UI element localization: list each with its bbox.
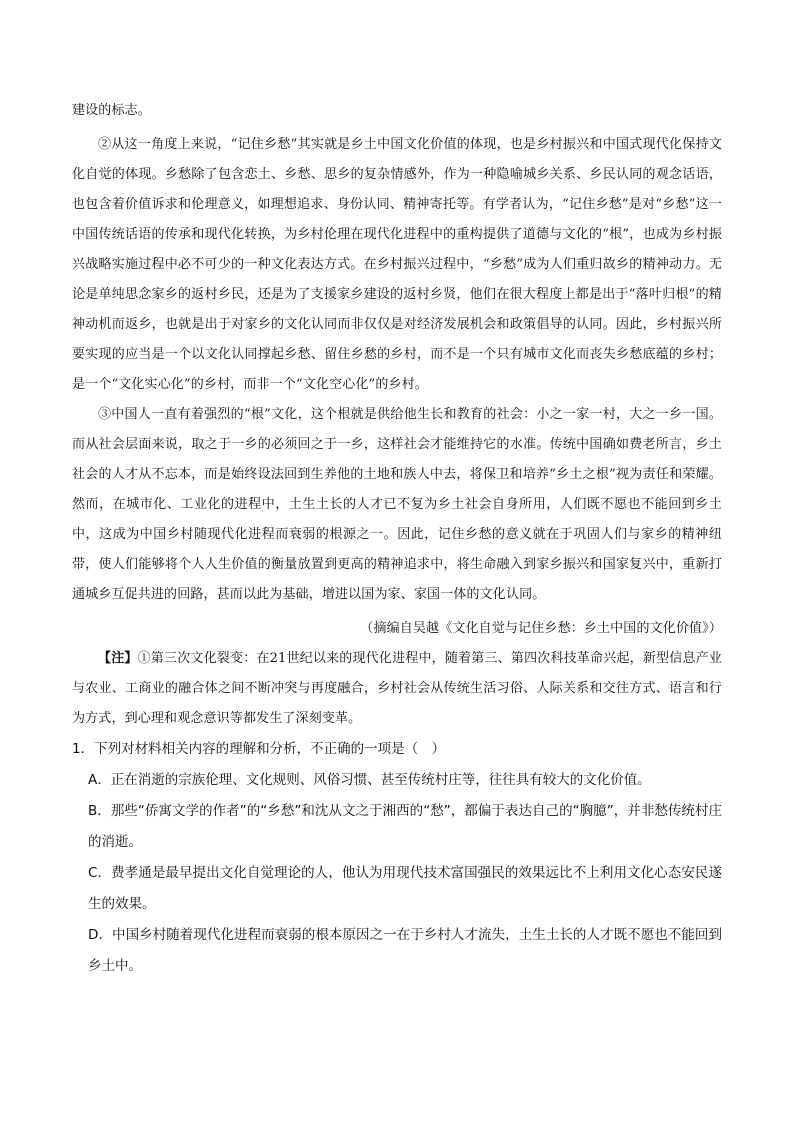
footnote-label: 【注】 — [98, 651, 138, 666]
paragraph-2: ②从这一角度上来说，“记住乡愁”其实就是乡土中国文化价值的体现，也是乡村振兴和中国式现代化保持文化自觉的体现。乡愁除了包含恋土、乡愁、思乡的复杂情感外，作为一种隐喻城乡关系、乡民认同的观念话语，也包含着价值诉求和伦理意义，如理想追求、身份认同、精神寄托等。有学者认为，“记住乡愁”是对“乡愁”这一中国传统话语的传承和现代化转换，为乡村伦理在现代化进程中的重构提供了道德与文化的“根”，也成为乡村振兴战略实施过程中必不可少的一种文化表达方式。在乡村振兴过程中，“乡愁”成为人们重归故乡的精神动力。无论是单纯思念家乡的返村乡民，还是为了支援家乡建设的返村乡贤，他们在很大程度上都是出于“落叶归根”的精神动机而返乡，也就是出于对家乡的文化认同而非仅仅是对经济发展机会和政策倡导的认同。因此，乡村振兴所要实现的应当是一个以文化认同撑起乡愁、留住乡愁的乡村，而不是一个只有城市文化而丧失乡愁底蕴的乡村；是一个“文化实心化”的乡村，而非一个“文化空心化”的乡村。 — [72, 137, 722, 392]
page-content — [72, 96, 722, 982]
continued-text: 建设的标志。 — [72, 103, 151, 118]
option-d: D．中国乡村随着现代化进程而衰弱的根本原因之一在于乡村人才流失，土生土长的人才既不愿也不能回到乡土中。 — [88, 927, 722, 974]
option-a: A．正在消逝的宗族伦理、文化规则、风俗习惯、甚至传统村庄等，往往具有较大的文化价值。 — [88, 772, 651, 788]
option-c: C．费孝通是最早提出文化自觉理论的人，他认为用现代技术富国强民的效果远比不上利用文化心态安民遂生的效果。 — [88, 865, 722, 912]
question-stem: 1．下列对材料相关内容的理解和分析，不正确的一项是（ ） — [72, 741, 446, 757]
footnote — [72, 644, 722, 734]
source-citation: （摘编自吴越《文化自觉与记住乡愁：乡土中国的文化价值》） — [360, 621, 722, 636]
footnote-text: ①第三次文化裂变：在21世纪以来的现代化进程中，随着第三、第四次科技革命兴起，新型信息产业与农业、工商业的融合体之间不断冲突与再度融合，乡村社会从传统生活习俗、人际关系和交往方式、语言和行为方式，到心理和观念意识等都发生了深刻变革。 — [72, 651, 723, 726]
option-b: B．那些“侨寓文学的作者”的“乡愁”和沈从文之于湘西的“愁”，都偏于表达自己的“胸臆”，并非愁传统村庄的消逝。 — [88, 803, 722, 850]
paragraph-3: ③中国人一直有着强烈的“根”文化，这个根就是供给他生长和教育的社会：小之一家一村，大之一乡一国。而从社会层面来说，取之于一乡的必须回之于一乡，这样社会才能维持它的水准。传统中国确如费老所言，乡土社会的人才从不忘本，而是始终设法回到生养他的土地和族人中去，将保卫和培养“乡土之根”视为责任和荣耀。然而，在城市化、工业化的进程中，土生土长的人才已不复为乡土社会自身所用，人们既不愿也不能回到乡土中，这成为中国乡村随现代化进程而衰弱的根源之一。因此，记住乡愁的意义就在于巩固人们与家乡的精神纽带，使人们能够将个人人生价值的衡量放置到更高的精神追求中，将生命融入到家乡振兴和国家复兴中，重新打通城乡互促共进的回路，甚而以此为基础，增进以国为家、家国一体的文化认同。 — [72, 407, 722, 602]
